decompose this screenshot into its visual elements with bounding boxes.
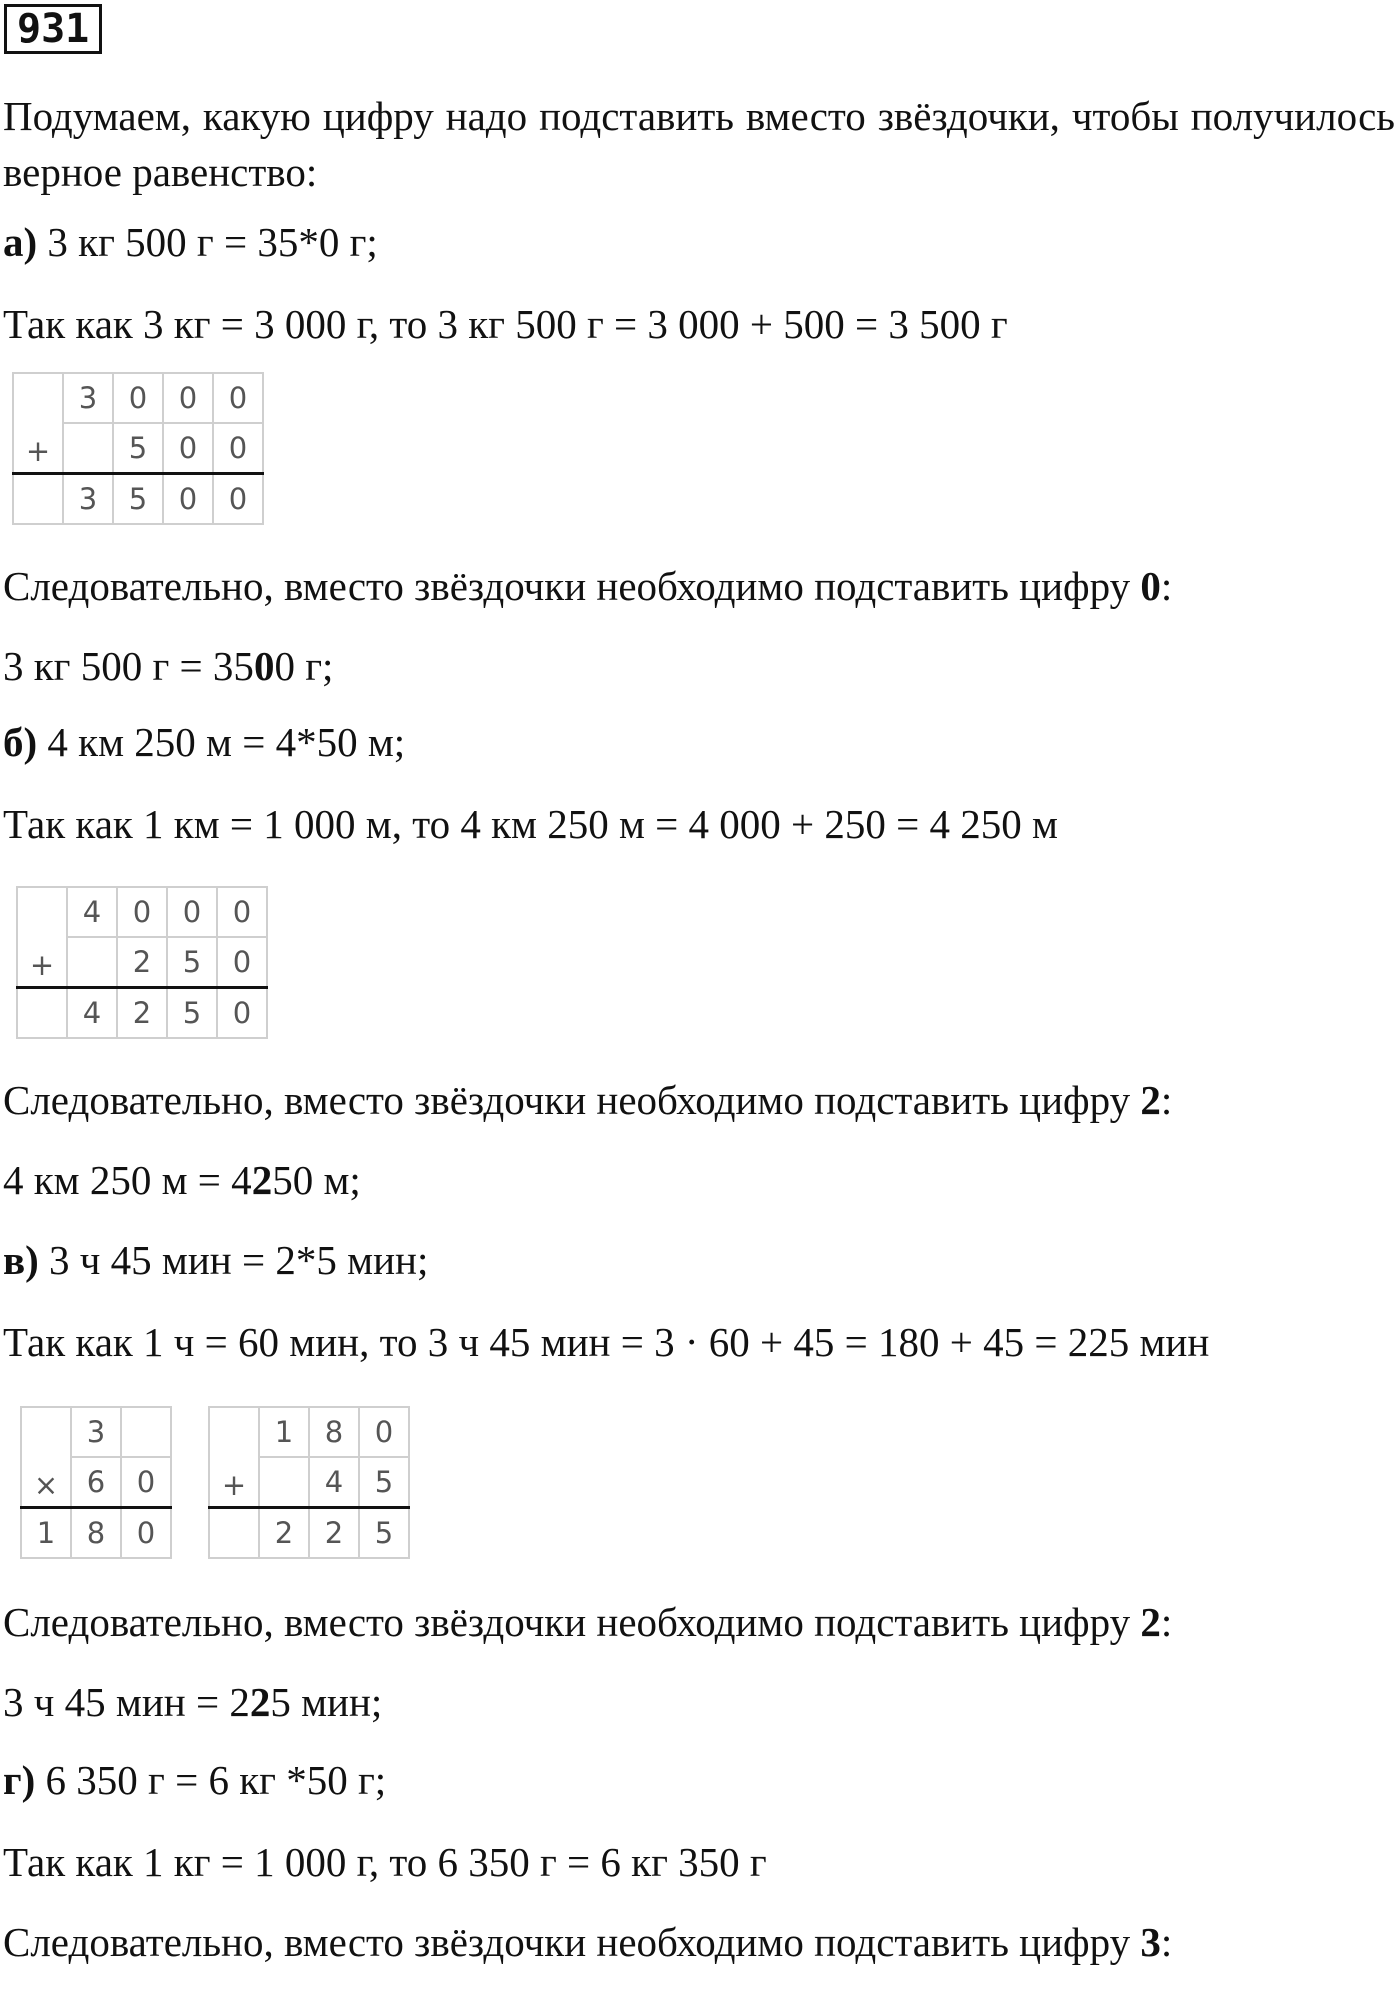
- result-cell: 0: [163, 474, 213, 525]
- conclusion-text: Следовательно, вместо звёздочки необходимо подставить цифру: [3, 1077, 1141, 1123]
- digit-cell: 0: [359, 1407, 409, 1457]
- answer-pre: 3 ч 45 мин = 2: [3, 1679, 250, 1725]
- part-a-explain: Так как 3 кг = 3 000 г, то 3 кг 500 г = 3 000 + 500 = 3 500 г: [3, 301, 1008, 347]
- answer-pre: 4 км 250 м = 4: [3, 1157, 252, 1203]
- part-a-addition: [12, 372, 264, 525]
- digit-cell: 5: [167, 937, 217, 988]
- digit-cell: 6: [71, 1457, 121, 1508]
- plus-sign: +: [209, 1407, 259, 1508]
- digit-cell: 0: [113, 373, 163, 423]
- result-cell: 1: [21, 1508, 71, 1559]
- part-d-conclusion: [3, 1918, 1172, 1966]
- digit-cell: 0: [163, 423, 213, 474]
- part-c-equation: 3 ч 45 мин = 2*5 мин;: [38, 1237, 429, 1283]
- part-c-label: в): [3, 1237, 39, 1283]
- result-cell: 0: [217, 988, 267, 1039]
- colon: :: [1160, 1919, 1173, 1965]
- digit-cell: 0: [167, 887, 217, 937]
- result-cell: 2: [117, 988, 167, 1039]
- result-cell: 2: [309, 1508, 359, 1559]
- part-d-task: [3, 1756, 386, 1804]
- conclusion-text: Следовательно, вместо звёздочки необходимо подставить цифру: [3, 563, 1141, 609]
- task-number: 931: [4, 4, 102, 54]
- part-b-explain: Так как 1 км = 1 000 м, то 4 км 250 м = 4 000 + 250 = 4 250 м: [3, 801, 1058, 847]
- digit-cell: 3: [63, 373, 113, 423]
- answer-digit: 2: [1140, 1077, 1161, 1123]
- part-c-addition: [208, 1406, 410, 1559]
- part-c-conclusion: [3, 1598, 1172, 1646]
- digit-cell: 0: [217, 937, 267, 988]
- part-b-conclusion: [3, 1076, 1172, 1124]
- part-b-addition: [16, 886, 268, 1039]
- part-c-multiplication: [20, 1406, 172, 1559]
- digit-cell: 1: [259, 1407, 309, 1457]
- empty-cell: [209, 1508, 259, 1559]
- digit-cell: [67, 937, 117, 988]
- part-a-answer: [3, 642, 333, 690]
- digit-cell: 3: [71, 1407, 121, 1457]
- part-c-task: [3, 1236, 428, 1284]
- result-cell: 4: [67, 988, 117, 1039]
- answer-digit-bold: 2: [251, 1157, 273, 1203]
- colon: :: [1160, 563, 1173, 609]
- digit-cell: 0: [117, 887, 167, 937]
- digit-cell: 5: [113, 423, 163, 474]
- result-cell: 5: [113, 474, 163, 525]
- multiply-sign: ×: [21, 1407, 71, 1508]
- digit-cell: 2: [117, 937, 167, 988]
- result-cell: 0: [213, 474, 263, 525]
- conclusion-text: Следовательно, вместо звёздочки необходимо подставить цифру: [3, 1919, 1141, 1965]
- intro-text: Подумаем, какую цифру надо подставить вместо звёздочки, чтобы получилось верное равенство:: [3, 93, 1395, 195]
- result-cell: 2: [259, 1508, 309, 1559]
- answer-digit: 2: [1140, 1599, 1161, 1645]
- empty-cell: [17, 988, 67, 1039]
- digit-cell: 8: [309, 1407, 359, 1457]
- conclusion-text: Следовательно, вместо звёздочки необходимо подставить цифру: [3, 1599, 1141, 1645]
- colon: :: [1160, 1599, 1173, 1645]
- result-cell: 5: [167, 988, 217, 1039]
- part-a-task: [3, 218, 378, 266]
- answer-digit: 0: [1140, 563, 1161, 609]
- answer-post: 0 г;: [274, 643, 334, 689]
- digit-cell: 5: [359, 1457, 409, 1508]
- part-a-equation: 3 кг 500 г = 35*0 г;: [37, 219, 378, 265]
- part-c-explain: Так как 1 ч = 60 мин, то 3 ч 45 мин = 3 · 60 + 45 = 180 + 45 = 225 мин: [3, 1319, 1210, 1365]
- plus-sign: +: [17, 887, 67, 988]
- digit-cell: [259, 1457, 309, 1508]
- digit-cell: [121, 1407, 171, 1457]
- result-cell: 8: [71, 1508, 121, 1559]
- part-b-label: б): [3, 719, 38, 765]
- plus-sign: +: [13, 373, 63, 474]
- answer-post: 50 м;: [272, 1157, 361, 1203]
- digit-cell: 0: [213, 373, 263, 423]
- part-b-equation: 4 км 250 м = 4*50 м;: [37, 719, 406, 765]
- digit-cell: 0: [121, 1457, 171, 1508]
- digit-cell: [63, 423, 113, 474]
- part-b-task: [3, 718, 405, 766]
- part-d-explain: Так как 1 кг = 1 000 г, то 6 350 г = 6 кг 350 г: [3, 1839, 767, 1885]
- part-d-label: г): [3, 1757, 36, 1803]
- answer-digit-bold: 2: [249, 1679, 271, 1725]
- part-b-answer: [3, 1156, 361, 1204]
- digit-cell: 0: [217, 887, 267, 937]
- digit-cell: 0: [163, 373, 213, 423]
- answer-digit-bold: 0: [253, 643, 275, 689]
- answer-digit: 3: [1140, 1919, 1161, 1965]
- part-c-answer: [3, 1678, 382, 1726]
- answer-pre: 3 кг 500 г = 35: [3, 643, 254, 689]
- result-cell: 0: [121, 1508, 171, 1559]
- answer-post: 5 мин;: [270, 1679, 383, 1725]
- part-a-label: а): [3, 219, 38, 265]
- colon: :: [1160, 1077, 1173, 1123]
- part-d-equation: 6 350 г = 6 кг *50 г;: [35, 1757, 387, 1803]
- result-cell: 3: [63, 474, 113, 525]
- digit-cell: 0: [213, 423, 263, 474]
- empty-cell: [13, 474, 63, 525]
- part-a-conclusion: [3, 562, 1172, 610]
- digit-cell: 4: [67, 887, 117, 937]
- result-cell: 5: [359, 1508, 409, 1559]
- digit-cell: 4: [309, 1457, 359, 1508]
